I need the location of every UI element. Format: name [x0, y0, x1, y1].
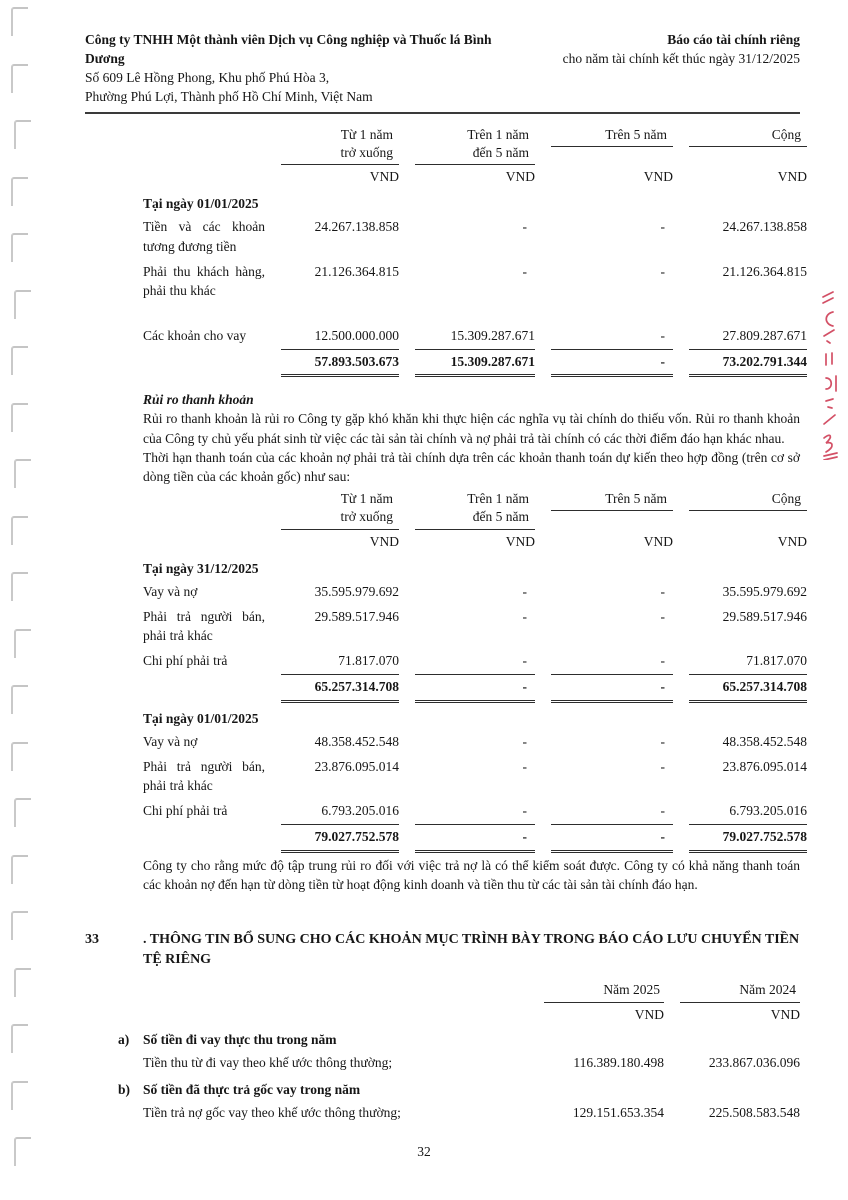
row-label: Chi phí phải trả	[143, 803, 228, 819]
cell-amount: -	[660, 583, 665, 599]
section-title: . THÔNG TIN BỔ SUNG CHO CÁC KHOẢN MỤC TRÌNH BÀY TRONG BÁO CÁO LƯU CHUYỂN TIỀN TỆ RIÊNG	[143, 931, 800, 968]
currency-label: VND	[369, 533, 399, 549]
item-description: Tiền thu từ đi vay theo khế ước thông thường;	[143, 1054, 393, 1070]
table-row	[143, 605, 807, 649]
maturity-table-1	[143, 126, 807, 378]
total-amount: 15.309.287.671	[415, 350, 535, 377]
cell-amount: 24.267.138.858	[722, 219, 807, 235]
item-detail-row	[118, 1051, 800, 1076]
table-total-row	[143, 675, 807, 702]
cell-amount: 6.793.205.016	[689, 799, 807, 825]
row-label: Các khoản cho vay	[143, 328, 247, 343]
col-header-1-5yr: Trên 1 năm đến 5 năm	[415, 490, 535, 529]
section-number: 33	[85, 931, 99, 947]
total-amount: -	[551, 350, 673, 377]
cell-amount: 27.809.287.671	[689, 324, 807, 350]
company-name: Công ty TNHH Một thành viên Dịch vụ Công nghiệp và Thuốc lá Bình Dương	[85, 32, 492, 67]
cell-amount: -	[660, 263, 665, 279]
item-detail-row	[118, 1101, 800, 1126]
total-amount: 73.202.791.344	[689, 350, 807, 377]
cell-amount: 23.876.095.014	[314, 758, 399, 774]
report-title: Báo cáo tài chính riêng	[667, 32, 800, 47]
cell-amount: 24.267.138.858	[314, 219, 399, 235]
row-label: Vay và nợ	[143, 733, 198, 749]
table-row	[143, 649, 807, 675]
risk-management-note: Công ty cho rằng mức độ tập trung rủi ro đối với việc trả nợ là có thể kiểm soát được. Công ty có khả năng thanh toán các khoản nợ đến hạn từ dòng tiền từ hoạt động kinh doanh và tiền thu từ các tài sản tài chính đáo hạn.	[143, 857, 800, 892]
item-heading: Số tiền đi vay thực thu trong năm	[143, 1031, 337, 1047]
table-column-headers	[118, 980, 800, 1002]
row-label: Tiền và các khoản tương đương tiền	[143, 219, 265, 254]
cell-amount: 21.126.364.815	[722, 263, 807, 279]
table-column-headers	[143, 126, 800, 165]
cell-amount: -	[551, 324, 673, 350]
cell-amount: -	[551, 649, 673, 675]
section-date-title: Tại ngày 01/01/2025	[143, 710, 259, 726]
currency-row	[118, 1003, 800, 1026]
cell-amount: 71.817.070	[281, 649, 399, 675]
cell-amount: -	[551, 799, 673, 825]
currency-label: VND	[505, 169, 535, 185]
cell-amount: -	[522, 758, 527, 774]
total-amount: 79.027.752.578	[281, 825, 399, 852]
total-amount: 65.257.314.708	[281, 675, 399, 702]
currency-label: VND	[634, 1006, 664, 1022]
row-label: Phải trả người bán, phải trả khác	[143, 609, 265, 644]
col-header-over-5yr: Trên 5 năm	[551, 126, 673, 147]
cell-amount: 12.500.000.000	[281, 324, 399, 350]
table-row	[143, 755, 807, 799]
item-heading-row	[118, 1026, 800, 1051]
table-column-headers	[143, 490, 800, 529]
cell-amount: 35.595.979.692	[722, 583, 807, 599]
cell-amount: 6.793.205.016	[281, 799, 399, 825]
table-total-row	[143, 350, 807, 377]
col-header-1-5yr: Trên 1 năm đến 5 năm	[415, 126, 535, 165]
header-rule	[85, 112, 800, 114]
currency-label: VND	[505, 533, 535, 549]
cell-amount: 48.358.452.548	[314, 733, 399, 749]
currency-label: VND	[643, 169, 673, 185]
table-row	[143, 324, 807, 350]
cell-amount: -	[415, 649, 535, 675]
cell-amount: 21.126.364.815	[314, 263, 399, 279]
cell-amount: -	[660, 758, 665, 774]
table-row	[143, 260, 807, 304]
company-address-line2: Phường Phú Lợi, Thành phố Hồ Chí Minh, Việt Nam	[85, 89, 373, 105]
maturity-table-2	[143, 490, 807, 852]
currency-row	[143, 165, 807, 188]
report-period: cho năm tài chính kết thúc ngày 31/12/2025	[562, 51, 800, 67]
total-amount: 65.257.314.708	[689, 675, 807, 702]
payment-terms-paragraph: Thời hạn thanh toán của các khoản nợ phải trả tài chính dựa trên các khoản thanh toán dự kiến theo hợp đồng (trên cơ sở dòng tiền của các khoản gốc) như sau:	[143, 449, 800, 484]
cell-amount: 71.817.070	[689, 649, 807, 675]
cell-amount: -	[522, 263, 527, 279]
table-row	[143, 730, 807, 755]
cell-amount: -	[660, 609, 665, 624]
cell-amount: 129.151.653.354	[572, 1105, 664, 1121]
total-amount: -	[551, 825, 673, 852]
row-label: Chi phí phải trả	[143, 653, 228, 669]
cell-amount: -	[660, 219, 665, 235]
page-number: 32	[417, 1144, 431, 1159]
currency-label: VND	[777, 169, 807, 185]
section-33-heading	[85, 930, 800, 971]
col-header-year-2024: Năm 2024	[680, 980, 800, 1002]
cell-amount: 35.595.979.692	[314, 583, 399, 599]
row-label: Vay và nợ	[143, 583, 198, 599]
cell-amount: 15.309.287.671	[415, 324, 535, 350]
currency-label: VND	[770, 1006, 800, 1022]
row-label: Phải thu khách hàng, phải thu khác	[143, 263, 265, 298]
item-letter: a)	[118, 1031, 130, 1047]
company-address-line1: Số 609 Lê Hồng Phong, Khu phố Phú Hòa 3,	[85, 70, 330, 86]
table-row	[143, 580, 807, 605]
cell-amount: 29.589.517.946	[314, 609, 399, 624]
table-total-row	[143, 825, 807, 852]
cell-amount: 23.876.095.014	[722, 758, 807, 774]
total-amount: 79.027.752.578	[689, 825, 807, 852]
cell-amount: -	[522, 609, 527, 624]
row-label: Phải trả người bán, phải trả khác	[143, 758, 265, 794]
cell-amount: -	[522, 219, 527, 235]
total-amount: -	[415, 675, 535, 702]
item-heading: Số tiền đã thực trả gốc vay trong năm	[143, 1082, 361, 1098]
cell-amount: 29.589.517.946	[722, 609, 807, 624]
cell-amount: 116.389.180.498	[573, 1054, 664, 1070]
col-header-under-1yr: Từ 1 năm trở xuống	[281, 490, 399, 529]
item-letter: b)	[118, 1082, 131, 1098]
section-date-title: Tại ngày 31/12/2025	[143, 560, 259, 576]
cell-amount: 48.358.452.548	[722, 733, 807, 749]
item-heading-row	[118, 1076, 800, 1101]
cell-amount: -	[660, 733, 665, 749]
liquidity-risk-section	[143, 390, 800, 486]
col-header-over-5yr: Trên 5 năm	[551, 490, 673, 511]
liquidity-risk-paragraph: Rủi ro thanh khoản là rủi ro Công ty gặp khó khăn khi thực hiện các nghĩa vụ tài chính do thiếu vốn. Rủi ro thanh khoản của Công ty chủ yếu phát sinh từ việc các tài sản tài chính và nợ phải trả tài chính có các thời điểm đáo hạn khác nhau.	[143, 411, 800, 446]
cell-amount: -	[522, 583, 527, 599]
cell-amount: -	[522, 733, 527, 749]
cell-amount: -	[415, 799, 535, 825]
currency-label: VND	[777, 533, 807, 549]
item-description: Tiền trả nợ gốc vay theo khế ước thông thường;	[143, 1105, 401, 1121]
table-row	[143, 799, 807, 825]
col-header-under-1yr: Từ 1 năm trở xuống	[281, 126, 399, 165]
cell-amount: 233.867.036.096	[708, 1054, 800, 1070]
col-header-total: Cộng	[689, 490, 807, 511]
col-header-total: Cộng	[689, 126, 807, 147]
col-header-year-2025: Năm 2025	[544, 980, 664, 1002]
total-amount: -	[551, 675, 673, 702]
cell-amount: 225.508.583.548	[708, 1105, 800, 1121]
cash-flow-supplement-table	[118, 980, 800, 1126]
total-amount: -	[415, 825, 535, 852]
currency-label: VND	[643, 533, 673, 549]
page-header	[85, 30, 800, 107]
section-date-title: Tại ngày 01/01/2025	[143, 196, 259, 212]
currency-row	[143, 530, 807, 553]
total-amount: 57.893.503.673	[281, 350, 399, 377]
table-row	[143, 215, 807, 259]
liquidity-risk-heading: Rủi ro thanh khoản	[143, 392, 254, 408]
currency-label: VND	[369, 169, 399, 185]
